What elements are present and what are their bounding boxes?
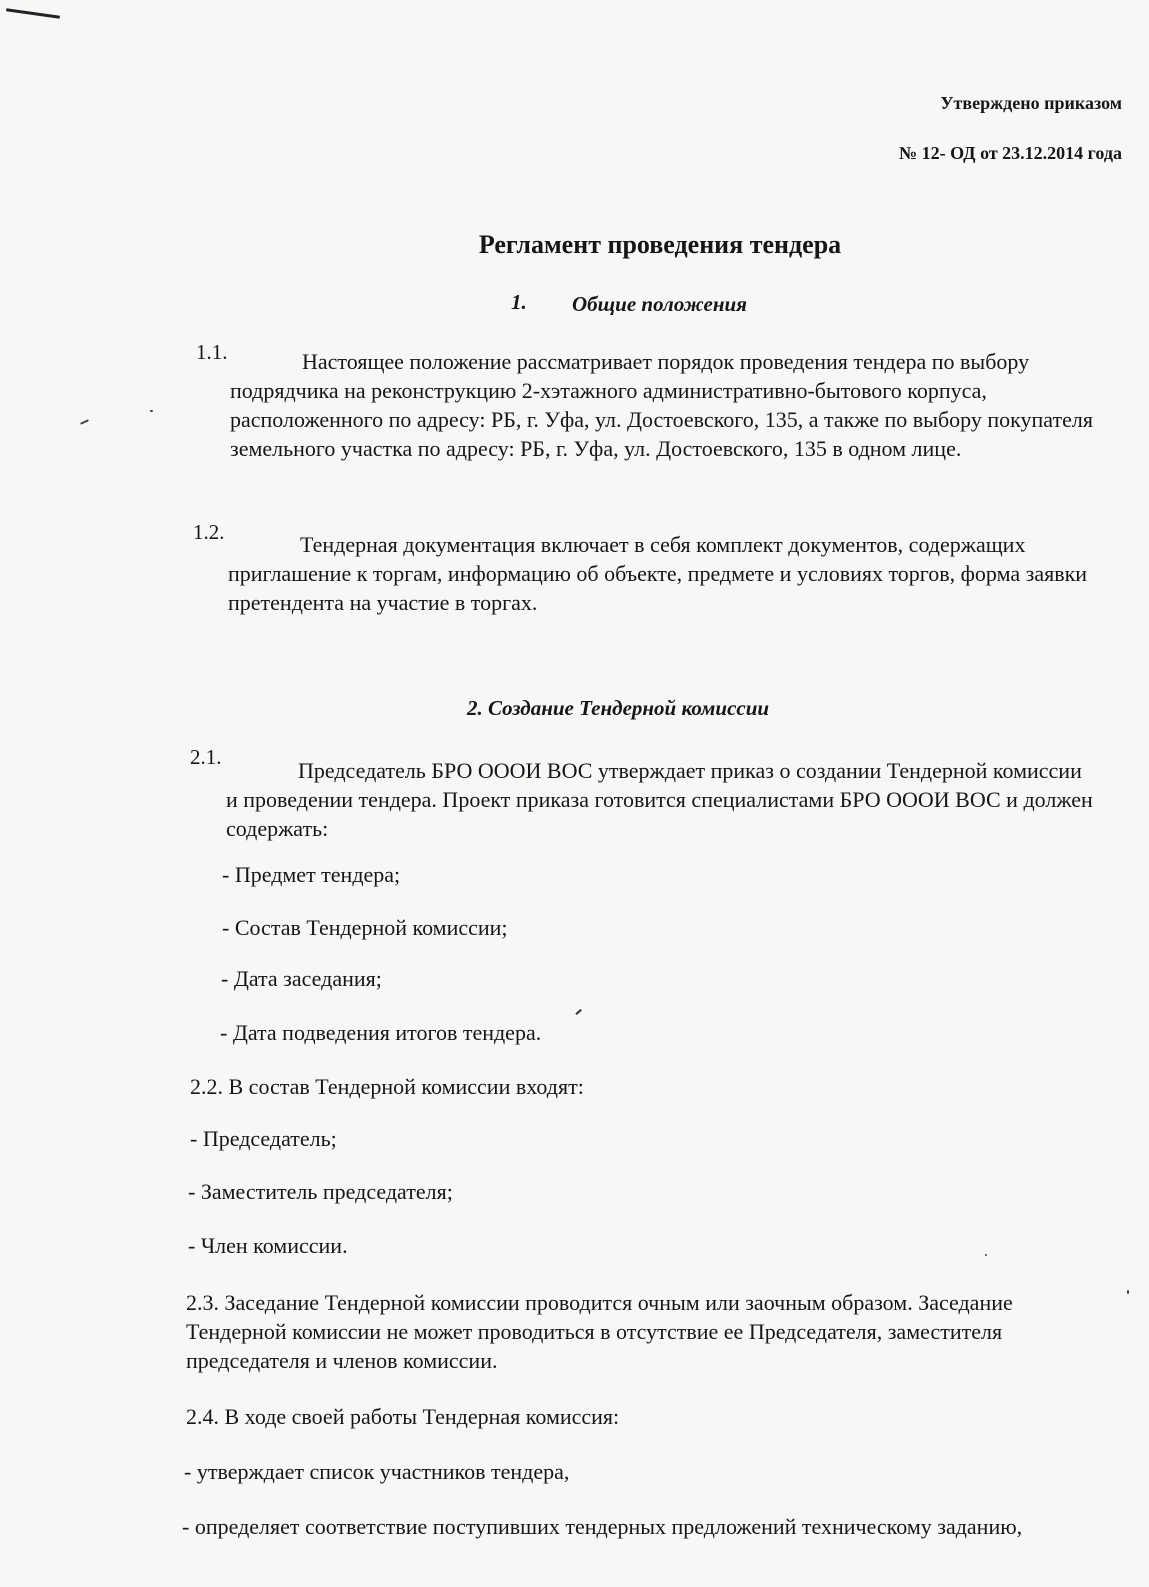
order-content-item: - Дата подведения итогов тендера. (220, 1020, 542, 1045)
clause-2-1-text: Председатель БРО ОООИ ВОС утверждает приказ о создании Тендерной комиссии и проведении тендера. Проект приказа готовится специалистами БРО ОООИ ВОС и должен содержать: (226, 758, 1093, 841)
section-1-heading: Общие положения (572, 292, 747, 316)
clause-1-2-text: Тендерная документация включает в себя комплект документов, содержащих приглашение к торгам, информацию об объекте, предмете и условиях торгов, форма заявки претендента на участие в торгах. (228, 532, 1088, 615)
clause-2-1-number: 2.1. (190, 745, 222, 769)
clause-1-2-number: 1.2. (193, 520, 225, 544)
scan-artifact-speck (1127, 1290, 1129, 1294)
scan-artifact-speck (985, 1254, 987, 1256)
order-content-item: - Дата заседания; (221, 966, 382, 991)
approval-note: Утверждено приказом (940, 93, 1122, 113)
clause-2-3-text: 2.3. Заседание Тендерной комиссии проводится очным или заочным образом. Заседание Тендерной комиссии не может проводиться в отсутствие ее Председателя, заместителя председателя и членов комиссии. (186, 1290, 1013, 1373)
order-number: № 12- ОД от 23.12.2014 года (899, 143, 1122, 163)
clause-1-1-text: Настоящее положение рассматривает порядок проведения тендера по выбору подрядчика на реконструкцию 2-хэтажного административно-бытового корпуса, расположенного по адресу: РБ, г. Уфа, ул. Достоевского, 135, а также по выбору покупателя земельного участка по адресу: РБ, г. Уфа, ул. Достоевского, 135 в одном лице. (230, 349, 1093, 461)
order-content-item: - Предмет тендера; (222, 862, 401, 887)
commission-function-item: - утверждает список участников тендера, (184, 1459, 570, 1484)
scan-artifact-speck (80, 419, 89, 425)
scan-artifact-stroke (6, 8, 60, 18)
commission-member-item: - Член комиссии. (188, 1233, 348, 1258)
commission-function-item: - определяет соответствие поступивших тендерных предложений техническому заданию, (182, 1514, 1023, 1539)
section-1-number: 1. (511, 290, 527, 314)
commission-member-item: - Заместитель председателя; (188, 1179, 453, 1204)
pen-tick-mark (575, 1009, 581, 1015)
order-content-item: - Состав Тендерной комиссии; (222, 915, 508, 940)
clause-1-1-number: 1.1. (196, 340, 228, 364)
section-2-heading: 2. Создание Тендерной комиссии (467, 696, 770, 720)
document-title: Регламент проведения тендера (478, 230, 842, 259)
commission-member-item: - Председатель; (190, 1126, 337, 1151)
clause-2-2-text: 2.2. В состав Тендерной комиссии входят: (190, 1074, 584, 1099)
scan-artifact-speck (150, 410, 153, 412)
clause-2-4-text: 2.4. В ходе своей работы Тендерная комиссия: (186, 1404, 620, 1429)
